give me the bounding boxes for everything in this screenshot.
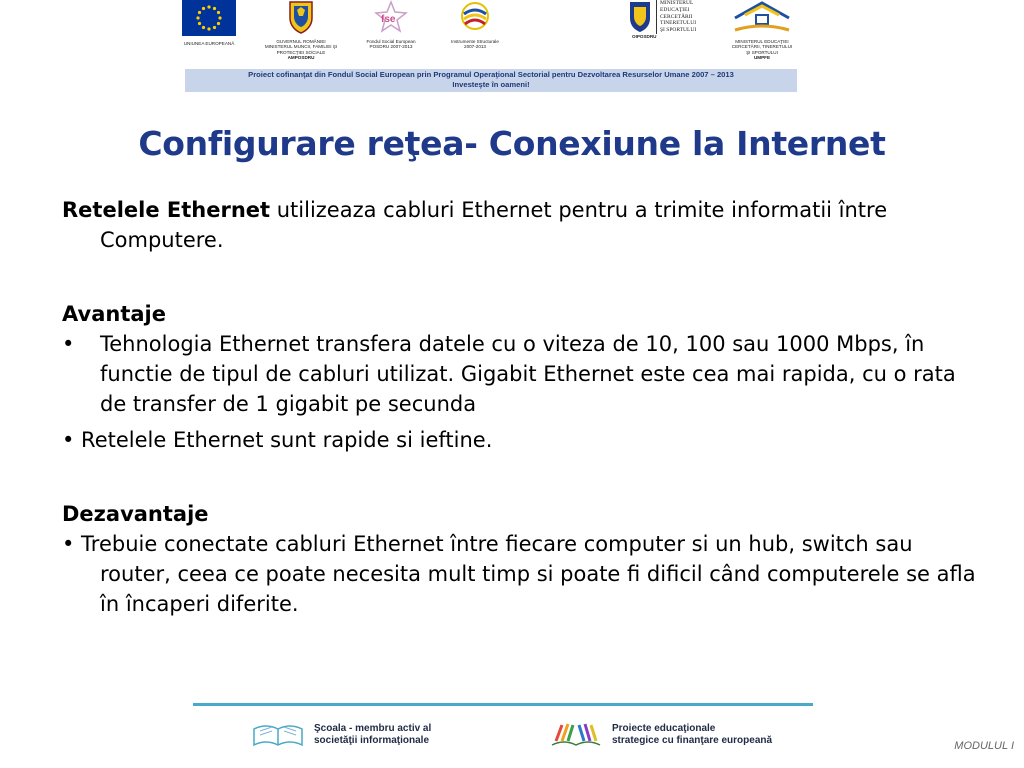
men-line-4: TINERETULUI xyxy=(660,20,697,27)
structural-instruments-icon xyxy=(457,0,493,34)
eu-logo xyxy=(180,0,238,46)
fse-star-icon xyxy=(373,0,409,34)
structural-instruments-logo xyxy=(445,0,505,50)
men-line-5: ŞI SPORTULUI xyxy=(660,27,697,34)
men-line-2: EDUCAŢIEI xyxy=(660,6,690,13)
umpfe-logo xyxy=(726,0,798,61)
ministry-education-logo xyxy=(628,0,708,39)
men-line-1: MINISTERUL xyxy=(660,0,694,6)
gov-caption-4: AMPOSDRU xyxy=(287,55,315,61)
footer-school-logo xyxy=(250,719,431,751)
men-line-3: CERCETĂRII xyxy=(660,13,693,20)
is-caption-1: Instrumente Structurale xyxy=(451,39,499,44)
bullet-icon: • xyxy=(62,332,75,356)
advantage-item-1 xyxy=(62,329,982,419)
footer-projects-logo xyxy=(548,719,772,751)
umpfe-caption-2: CERCETĂRII, TINERETULUI xyxy=(731,44,793,50)
umpfe-caption-4: UMPFE xyxy=(753,55,771,61)
umpfe-caption-1: MINISTERUL EDUCAŢIEI xyxy=(735,39,789,44)
banner-line-2: Investeşte în oameni! xyxy=(452,80,530,89)
gov-caption-2: MINISTERUL MUNCII, FAMILIEI ŞI xyxy=(264,44,338,50)
gov-caption-3: PROTECŢIEI SOCIALE xyxy=(276,49,326,55)
gov-caption-1: GUVERNUL ROMÂNIEI xyxy=(276,39,326,44)
footer-left-line-1: Şcoala - membru activ al xyxy=(314,723,432,734)
svg-text:fse: fse xyxy=(381,14,396,25)
ministry-crest-icon xyxy=(628,0,652,34)
advantage-item-2: • Retelele Ethernet sunt rapide si ieftine. xyxy=(62,428,493,452)
banner-line-1: Proiect cofinanţat din Fondul Social European prin Programul Operaţional Sectorial pentru Dezvoltarea Resurselor Umane 2007 – 2013 xyxy=(248,70,734,79)
disadvantages-heading: Dezavantaje xyxy=(62,502,209,526)
colorful-book-icon xyxy=(548,719,604,751)
open-book-icon xyxy=(250,719,306,751)
slide-content xyxy=(62,195,982,619)
intro-paragraph xyxy=(62,195,982,255)
intro-bold: Retelele Ethernet xyxy=(62,198,271,222)
men-caption: OIPOSDRU xyxy=(632,34,657,39)
eu-flag-icon xyxy=(182,0,236,36)
footer-divider xyxy=(193,703,813,706)
intro-text: utilizeaza cabluri Ethernet pentru a trimite informatii între Computere. xyxy=(100,198,888,252)
house-people-icon xyxy=(731,0,793,34)
eu-caption: UNIUNEA EUROPEANĂ xyxy=(183,41,235,46)
cofinancing-banner xyxy=(185,69,797,92)
umpfe-caption-3: ŞI SPORTULUI xyxy=(746,49,778,55)
footer-right-line-2: strategice cu finanţare europeană xyxy=(612,735,773,746)
advantage-text-1: Tehnologia Ethernet transfera datele cu o viteza de 10, 100 sau 1000 Mbps, în functie de tipul de cabluri utilizat. Gigabit Ethernet este cea mai rapida, cu o rata de transfer de 1 gigabit pe secunda xyxy=(100,332,956,416)
fse-caption-1: Fondul Social European xyxy=(366,39,416,44)
footer-right-line-1: Proiecte educaţionale xyxy=(612,723,716,734)
is-caption-2: 2007-2013 xyxy=(464,44,486,50)
government-logo xyxy=(262,0,340,61)
advantages-heading: Avantaje xyxy=(62,302,166,326)
module-label: MODULUL I xyxy=(954,740,1014,752)
fse-caption-2: POSDRU 2007-2013 xyxy=(369,44,413,50)
fse-logo xyxy=(362,0,420,50)
coat-of-arms-icon xyxy=(288,0,314,34)
footer-left-line-2: societăţii informaţionale xyxy=(314,735,430,746)
disadvantage-item-1: • Trebuie conectate cabluri Ethernet între fiecare computer si un hub, switch sau router, ceea ce poate necesita mult timp si poate fi dificil când computerele se afla în încaperi diferite. xyxy=(62,532,976,616)
slide-title: Configurare reţea- Conexiune la Internet xyxy=(138,124,886,163)
